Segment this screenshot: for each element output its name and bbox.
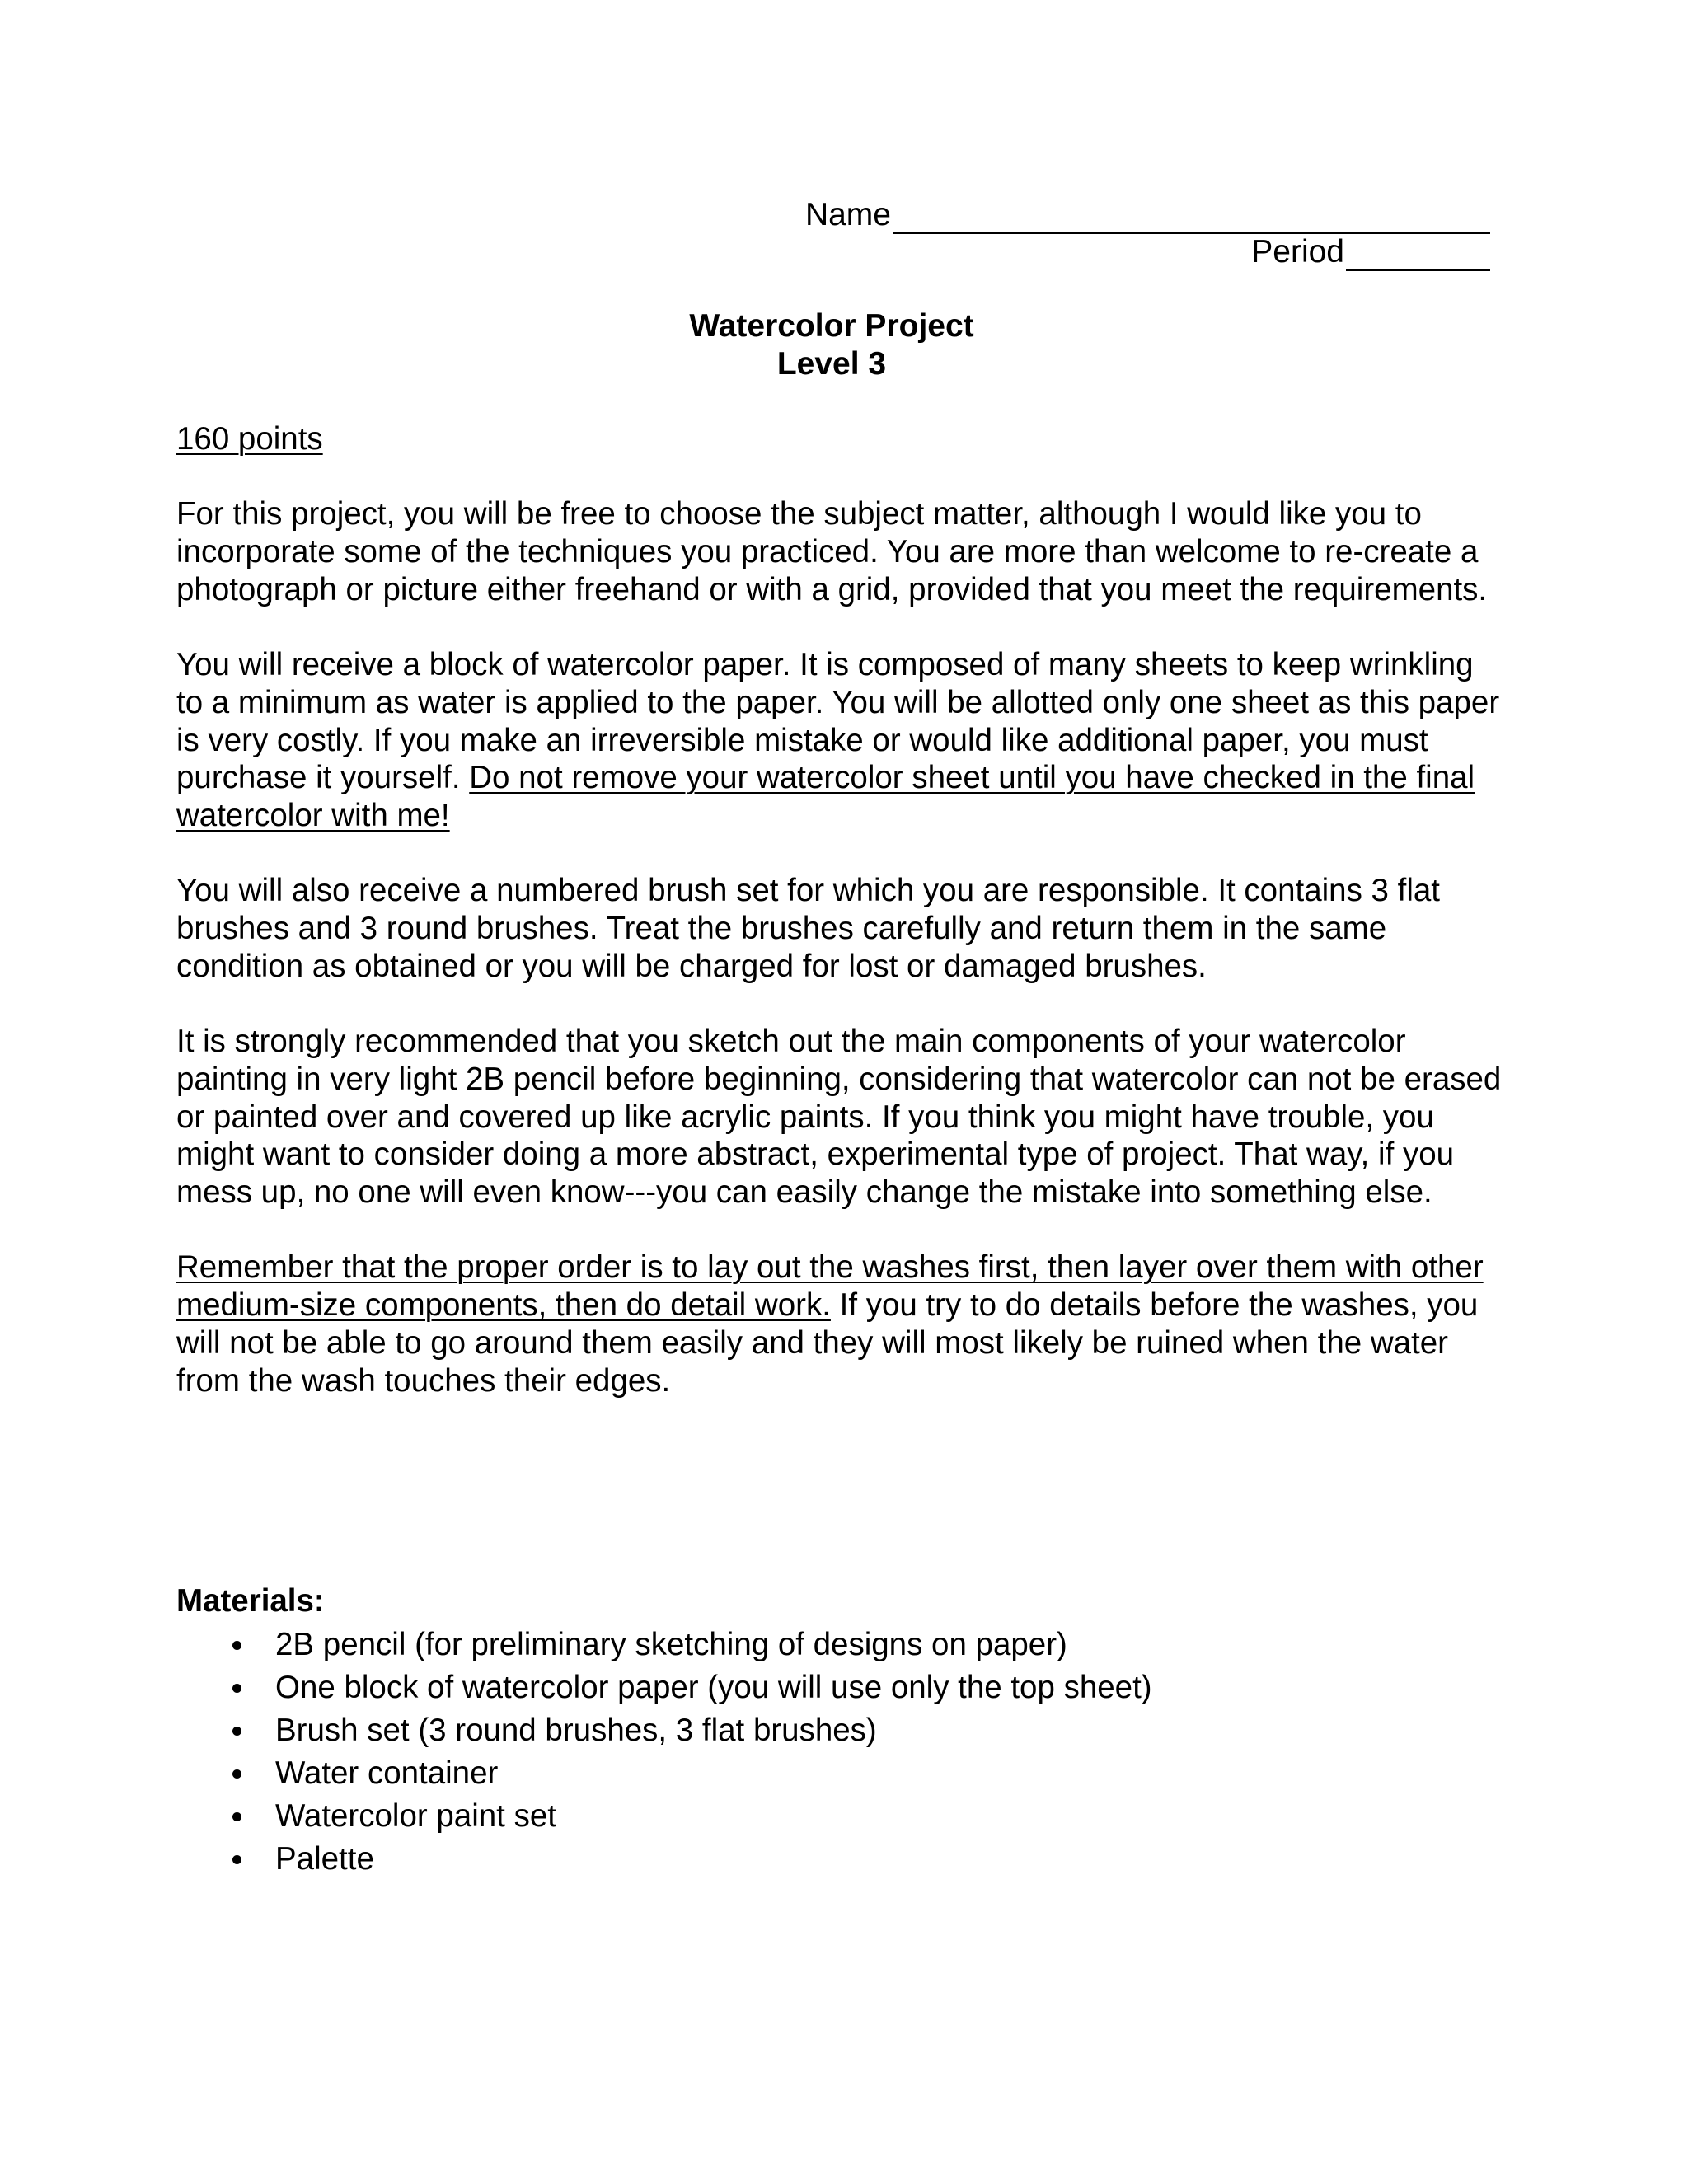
paragraph-order	[176, 1249, 1503, 1399]
name-blank-line[interactable]	[893, 204, 1490, 234]
paragraph-sketch: It is strongly recommended that you sketch out the main components of your watercolor painting in very light 2B pencil before beginning, considering that watercolor can not be erased or painted over and covered up like acrylic paints. If you think you might have trouble, you might want to consider doing a more abstract, experimental type of project. That way, if you mess up, no one will even know---you can easily change the mistake into something else.	[176, 1024, 1502, 1210]
paragraph-order-text: If you try to do details before the washes, you will not be able to go around them easily and they will most likely be ruined when the water from the wash touches their edges.	[176, 1287, 1479, 1399]
materials-list	[176, 1624, 1503, 1881]
paragraph-brushes: You will also receive a numbered brush set for which you are responsible. It contains 3 flat brushes and 3 round brushes. Treat the brushes carefully and return them in the same condition as obtained or you will be charged for lost or damaged brushes.	[176, 873, 1440, 984]
materials-item-text: Palette	[275, 1841, 374, 1877]
materials-item-text: Watercolor paint set	[275, 1798, 556, 1834]
paragraph-order-rule: Remember that the proper order is to lay out the washes first, then layer over them with other medium-size components, then do detail work.	[176, 1249, 1484, 1324]
bullet-icon	[232, 1641, 241, 1650]
period-field[interactable]	[1251, 233, 1490, 271]
bullet-icon	[232, 1769, 241, 1779]
period-label: Period	[1251, 234, 1344, 269]
bullet-icon	[232, 1727, 241, 1736]
materials-item	[176, 1752, 1503, 1795]
bullet-icon	[232, 1684, 241, 1693]
name-label: Name	[804, 197, 891, 232]
paragraph-subject: For this project, you will be free to choose the subject matter, although I would like you to incorporate some of the techniques you practiced. You are more than welcome to re-create a photograph or picture either freehand or with a grid, provided that you meet the requirements.	[176, 496, 1488, 607]
paragraph-paper-warning: Do not remove your watercolor sheet until you have checked in the final watercolor with me!	[176, 760, 1475, 833]
bullet-icon	[232, 1855, 241, 1864]
points-line	[176, 420, 1503, 458]
materials-item	[176, 1709, 1503, 1752]
title-line-1: Watercolor Project	[689, 308, 974, 344]
document-title	[0, 307, 1663, 383]
materials-item-text: Water container	[275, 1755, 499, 1791]
paragraph-paper	[176, 646, 1503, 835]
points-value: 160 points	[176, 421, 323, 457]
name-field[interactable]	[805, 196, 1490, 234]
materials-item-text: 2B pencil (for preliminary sketching of designs on paper)	[275, 1627, 1067, 1662]
materials-item-text: Brush set (3 round brushes, 3 flat brushes)	[275, 1713, 877, 1748]
materials-item	[176, 1838, 1503, 1881]
materials-section	[176, 1582, 1503, 1881]
period-blank-line[interactable]	[1346, 241, 1490, 271]
title-line-2: Level 3	[776, 346, 887, 382]
materials-item	[176, 1624, 1503, 1666]
materials-item	[176, 1795, 1503, 1838]
materials-heading: Materials:	[176, 1583, 325, 1619]
materials-item	[176, 1666, 1503, 1709]
bullet-icon	[232, 1812, 241, 1821]
materials-item-text: One block of watercolor paper (you will use only the top sheet)	[275, 1670, 1152, 1705]
paragraph-paper-text: You will receive a block of watercolor paper. It is composed of many sheets to keep wrinkling to a minimum as water is applied to the paper. You will be allotted only one sheet as this paper is very costly. If you make an irreversible mistake or would like additional paper, you must purchase it yourself.	[176, 647, 1500, 796]
document-body	[176, 420, 1503, 1437]
